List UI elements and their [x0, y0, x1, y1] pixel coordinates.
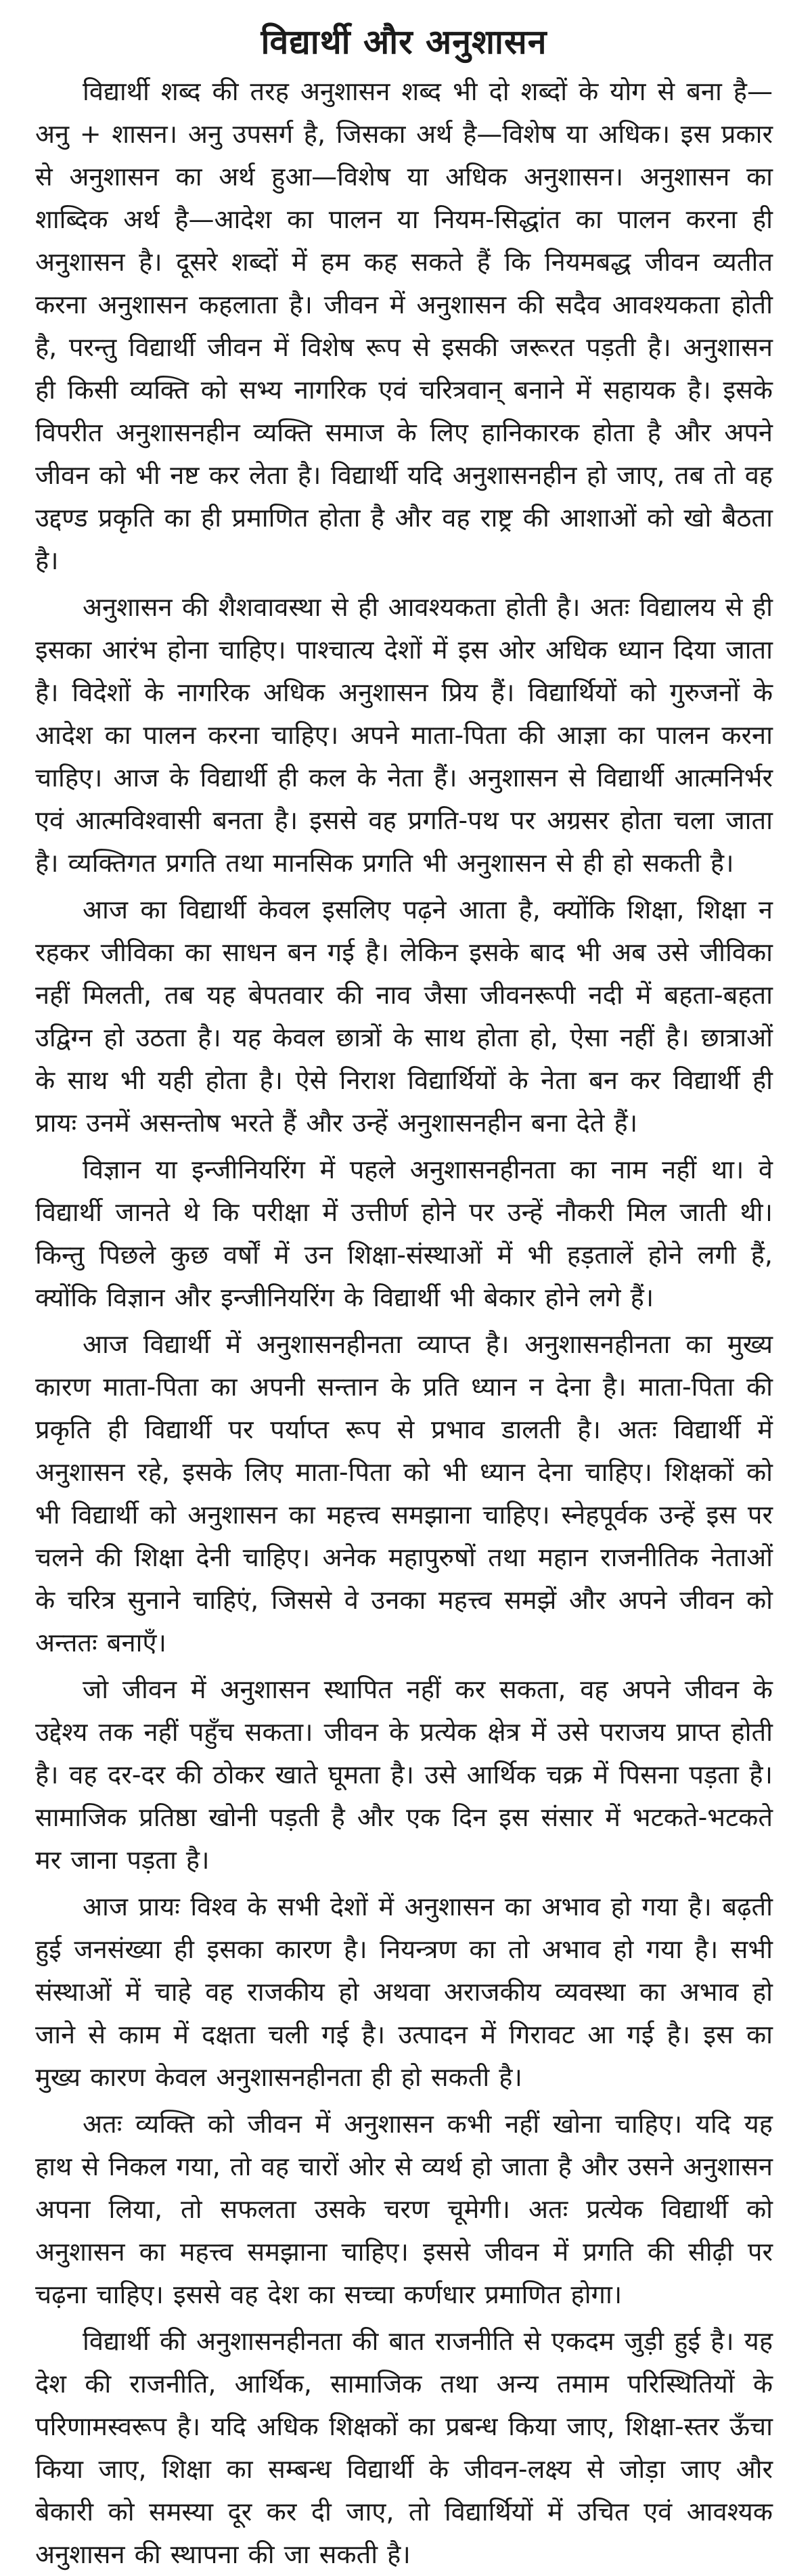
essay-paragraph-2: अनुशासन की शैशवावस्था से ही आवश्यकता होती है। अतः विद्यालय से ही इसका आरंभ होना चाहिए। पाश्चात्य देशों में इस ओर अधिक ध्यान दिया जाता है। विदेशों के नागरिक अधिक अनुशासन प्रिय हैं। विद्यार्थियों को गुरुजनों के आदेश का पालन करना चाहिए। अपने माता-पिता की आज्ञा का पालन करना चाहिए। आज के विद्यार्थी ही कल के नेता हैं। अनुशासन से विद्यार्थी आत्मनिर्भर एवं आत्मविश्वासी बनता है। इससे वह प्रगति-पथ पर अग्रसर होता चला जाता है। व्यक्तिगत प्रगति तथा मानसिक प्रगति भी अनुशासन से ही हो सकती है। — [35, 592, 773, 878]
essay-paragraph-7: आज प्रायः विश्व के सभी देशों में अनुशासन का अभाव हो गया है। बढ़ती हुई जनसंख्या ही इसका कारण है। नियन्त्रण का तो अभाव हो गया है। सभी संस्थाओं में चाहे वह राजकीय हो अथवा अराजकीय व्यवस्था का अभाव हो जाने से काम में दक्षता चली गई है। उत्पादन में गिरावट आ गई है। इस का मुख्य कारण केवल अनुशासनहीनता ही हो सकती है। — [35, 1892, 773, 2092]
essay-paragraph-1: विद्यार्थी शब्द की तरह अनुशासन शब्द भी दो शब्दों के योग से बना है—अनु + शासन। अनु उपसर्ग है, जिसका अर्थ है—विशेष या अधिक। इस प्रकार से अनुशासन का अर्थ हुआ—विशेष या अधिक अनुशासन। अनुशासन का शाब्दिक अर्थ है—आदेश का पालन या नियम-सिद्धांत का पालन करना ही अनुशासन है। दूसरे शब्दों में हम कह सकते हैं कि नियमबद्ध जीवन व्यतीत करना अनुशासन कहलाता है। जीवन में अनुशासन की सदैव आवश्यकता होती है, परन्तु विद्यार्थी जीवन में विशेष रूप से इसकी जरूरत पड़ती है। अनुशासन ही किसी व्यक्ति को सभ्य नागरिक एवं चरित्रवान् बनाने में सहायक है। इसके विपरीत अनुशासनहीन व्यक्ति समाज के लिए हानिकारक होता है और अपने जीवन को भी नष्ट कर लेता है। विद्यार्थी यदि अनुशासनहीन हो जाए, तब तो वह उद्दण्ड प्रकृति का ही प्रमाणित होता है और वह राष्ट्र की आशाओं को खो बैठता है। — [35, 76, 773, 575]
essay-paragraph-5: आज विद्यार्थी में अनुशासनहीनता व्याप्त है। अनुशासनहीनता का मुख्य कारण माता-पिता का अपनी सन्तान के प्रति ध्यान न देना है। माता-पिता की प्रकृति ही विद्यार्थी पर पर्याप्त रूप से प्रभाव डालती है। अतः विद्यार्थी में अनुशासन रहे, इसके लिए माता-पिता को भी ध्यान देना चाहिए। शिक्षकों को भी विद्यार्थी को अनुशासन का महत्त्व समझाना चाहिए। स्नेहपूर्वक उन्हें इस पर चलने की शिक्षा देनी चाहिए। अनेक महापुरुषों तथा महान राजनीतिक नेताओं के चरित्र सुनाने चाहिएं, जिससे वे उनका महत्त्व समझें और अपने जीवन को अन्ततः बनाएँ। — [35, 1329, 773, 1658]
essay-paragraph-3: आज का विद्यार्थी केवल इसलिए पढ़ने आता है, क्योंकि शिक्षा, शिक्षा न रहकर जीविका का साधन बन गई है। लेकिन इसके बाद भी अब उसे जीविका नहीं मिलती, तब यह बेपतवार की नाव जैसा जीवनरूपी नदी में बहता-बहता उद्विग्न हो उठता है। यह केवल छात्रों के साथ होता हो, ऐसा नहीं है। छात्राओं के साथ भी यही होता है। ऐसे निराश विद्यार्थियों के नेता बन कर विद्यार्थी ही प्रायः उनमें असन्तोष भरते हैं और उन्हें अनुशासनहीन बना देते हैं। — [35, 895, 773, 1138]
essay-paragraph-6: जो जीवन में अनुशासन स्थापित नहीं कर सकता, वह अपने जीवन के उद्देश्य तक नहीं पहुँच सकता। जीवन के प्रत्येक क्षेत्र में उसे पराजय प्राप्त होती है। वह दर-दर की ठोकर खाते घूमता है। उसे आर्थिक चक्र में पिसना पड़ता है। सामाजिक प्रतिष्ठा खोनी पड़ती है और एक दिन इस संसार में भटकते-भटकते मर जाना पड़ता है। — [35, 1674, 773, 1875]
essay-title: विद्यार्थी और अनुशासन — [261, 22, 547, 62]
essay-paragraph-8: अतः व्यक्ति को जीवन में अनुशासन कभी नहीं खोना चाहिए। यदि यह हाथ से निकल गया, तो वह चारों ओर से व्यर्थ हो जाता है और उसने अनुशासन अपना लिया, तो सफलता उसके चरण चूमेगी। अतः प्रत्येक विद्यार्थी को अनुशासन का महत्त्व समझाना चाहिए। इससे जीवन में प्रगति की सीढ़ी पर चढ़ना चाहिए। इससे वह देश का सच्चा कर्णधार प्रमाणित होगा। — [35, 2109, 773, 2309]
essay-paragraph-4: विज्ञान या इन्जीनियरिंग में पहले अनुशासनहीनता का नाम नहीं था। वे विद्यार्थी जानते थे कि परीक्षा में उत्तीर्ण होने पर उन्हें नौकरी मिल जाती थी। किन्तु पिछले कुछ वर्षों में उन शिक्षा-संस्थाओं में भी हड़तालें होने लगी हैं, क्योंकि विज्ञान और इन्जीनियरिंग के विद्यार्थी भी बेकार होने लगे हैं। — [35, 1155, 773, 1312]
essay-paragraph-9: विद्यार्थी की अनुशासनहीनता की बात राजनीति से एकदम जुड़ी हुई है। यह देश की राजनीति, आर्थिक, सामाजिक तथा अन्य तमाम परिस्थितियों के परिणामस्वरूप है। यदि अधिक शिक्षकों का प्रबन्ध किया जाए, शिक्षा-स्तर ऊँचा किया जाए, शिक्षा का सम्बन्ध विद्यार्थी के जीवन-लक्ष्य से जोड़ा जाए और बेकारी को समस्या दूर कर दी जाए, तो विद्यार्थियों में उचित एवं आवश्यक अनुशासन की स्थापना की जा सकती है। — [35, 2326, 773, 2569]
